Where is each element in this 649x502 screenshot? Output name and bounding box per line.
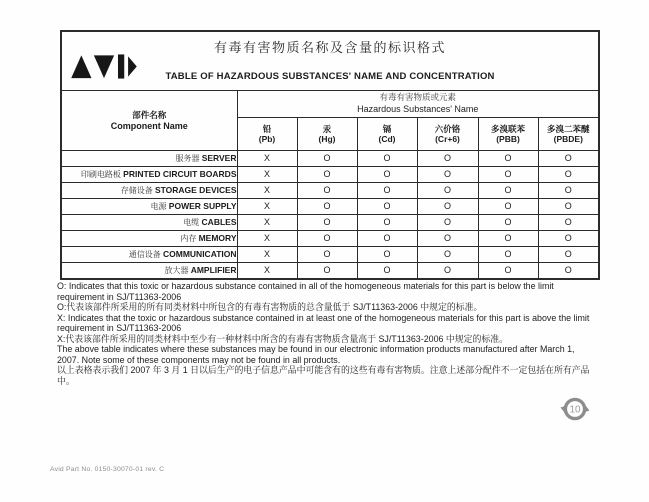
- substance-value: O: [357, 231, 417, 247]
- efup-10-icon: [560, 394, 590, 424]
- component-name-en: AMPLIFIER: [190, 265, 237, 275]
- substance-value: O: [357, 183, 417, 199]
- component-name-en: STORAGE DEVICES: [154, 185, 237, 195]
- efup-value: 10: [569, 404, 581, 416]
- substance-header: [478, 118, 538, 151]
- substance-value: O: [417, 199, 478, 215]
- note-line: X:代表该部件所采用的同类材料中至少有一种材料中所含的有毒有害物质含量高于 SJ/T11363-2006 中规定的标准。: [57, 333, 509, 344]
- component-name-zh: 服务器: [175, 154, 200, 163]
- substance-zh: 铅: [262, 123, 272, 134]
- substance-value: X: [237, 167, 297, 183]
- substance-value: O: [297, 151, 357, 167]
- component-name-zh: 通信设备: [128, 250, 161, 259]
- substance-value: O: [417, 231, 478, 247]
- substance-value: X: [237, 215, 297, 231]
- substance-header: [357, 118, 417, 151]
- substance-value: X: [237, 247, 297, 263]
- substance-value: O: [478, 263, 538, 280]
- substance-value: O: [538, 215, 599, 231]
- substance-value: O: [357, 215, 417, 231]
- component-name: [61, 199, 237, 215]
- title-cell: [61, 31, 599, 91]
- substance-value: O: [297, 231, 357, 247]
- note-line: The above table indicates where these substances may be found in our electronic information products manufactured after March 1, 2007. Note some of these components may not be found in all products.: [57, 344, 575, 365]
- substance-formula: (Cr+6): [435, 134, 460, 144]
- substance-value: X: [237, 183, 297, 199]
- substance-zh: 汞: [322, 123, 332, 134]
- hazardous-substances-table: [60, 30, 600, 280]
- substance-value: O: [297, 263, 357, 280]
- substance-value: O: [538, 263, 599, 280]
- component-name-zh: 放大器: [164, 266, 189, 275]
- substance-formula: (Pb): [258, 134, 276, 144]
- note-line: X: Indicates that the toxic or hazardous substance contained in at least one of the homogeneous materials for this part is above the limit requirement in SJ/T11363-2006: [57, 312, 590, 333]
- substance-value: O: [538, 231, 599, 247]
- substance-value: O: [538, 183, 599, 199]
- substance-value: O: [297, 215, 357, 231]
- substance-value: O: [357, 151, 417, 167]
- note-line: O: Indicates that this toxic or hazardous substance contained in all of the homogeneous materials for this part is below the limit requirement in SJ/T11363-2006: [57, 281, 554, 302]
- component-name-zh: 印刷电路板: [80, 170, 121, 179]
- component-name-header: [61, 91, 237, 151]
- substance-formula: (Cd): [378, 134, 396, 144]
- component-name-en: SERVER: [201, 153, 237, 163]
- substance-value: O: [478, 199, 538, 215]
- component-name-en: POWER SUPPLY: [168, 201, 237, 211]
- notes-block: [57, 281, 595, 386]
- substance-formula: (Hg): [318, 134, 336, 144]
- substance-header: [538, 118, 599, 151]
- component-name: [61, 167, 237, 183]
- substance-header: [237, 118, 297, 151]
- substances-group-header: [237, 91, 599, 118]
- substance-zh: 多溴二苯醚: [547, 123, 590, 134]
- table-row: [61, 215, 599, 231]
- title-band: [61, 31, 599, 91]
- substance-value: O: [297, 183, 357, 199]
- substance-value: X: [237, 151, 297, 167]
- component-name-en: COMMUNICATION: [163, 249, 237, 259]
- avid-logo-icon: [70, 53, 138, 80]
- note-line: O:代表该部件所采用的所有同类材料中所包含的有毒有害物质的总含量低于 SJ/T11363-2006 中规定的标准。: [57, 302, 483, 312]
- substance-formula: (PBDE): [553, 134, 583, 144]
- component-name: [61, 215, 237, 231]
- component-name: [61, 247, 237, 263]
- substance-value: O: [417, 183, 478, 199]
- substances-group-en: Hazardous Substances' Name: [357, 104, 479, 114]
- substances-group-zh: 有毒有害物质或元素: [379, 93, 457, 103]
- substance-value: O: [417, 151, 478, 167]
- substance-value: O: [478, 231, 538, 247]
- substance-value: O: [357, 247, 417, 263]
- substance-value: O: [478, 151, 538, 167]
- substance-formula: (PBB): [496, 134, 520, 144]
- note-line: 以上表格表示我们 2007 年 3 月 1 日以后生产的电子信息产品中可能含有的这些有毒有害物质。注意上述部分配件不一定包括在所有产品中。: [57, 365, 590, 386]
- component-name-en: MEMORY: [198, 233, 237, 243]
- part-number: Avid Part No. 0150-30070-01 rev. C: [50, 466, 165, 473]
- component-header-en: Component Name: [110, 120, 188, 131]
- substance-value: O: [297, 167, 357, 183]
- substance-header: [297, 118, 357, 151]
- substance-value: O: [538, 199, 599, 215]
- substance-header: [417, 118, 478, 151]
- substance-zh: 镉: [382, 123, 392, 134]
- substance-value: O: [417, 263, 478, 280]
- table-row: [61, 231, 599, 247]
- substance-zh: 六价铬: [434, 123, 461, 134]
- component-name: [61, 183, 237, 199]
- component-name-zh: 存储设备: [120, 186, 153, 195]
- substance-value: O: [538, 167, 599, 183]
- substance-value: O: [357, 263, 417, 280]
- substance-value: O: [478, 167, 538, 183]
- substance-value: O: [417, 215, 478, 231]
- substance-value: O: [538, 247, 599, 263]
- component-name-zh: 内存: [180, 234, 197, 243]
- component-name-en: CABLES: [201, 217, 237, 227]
- substance-value: O: [538, 151, 599, 167]
- component-name: [61, 231, 237, 247]
- substance-value: O: [297, 247, 357, 263]
- substance-zh: 多溴联苯: [490, 123, 525, 134]
- table-body: [61, 151, 599, 280]
- component-name-zh: 电源: [150, 202, 167, 211]
- substance-value: O: [357, 199, 417, 215]
- substance-value: O: [417, 247, 478, 263]
- substance-value: X: [237, 199, 297, 215]
- substance-value: O: [478, 247, 538, 263]
- group-header-row: [61, 91, 599, 118]
- component-name: [61, 151, 237, 167]
- substance-value: O: [478, 215, 538, 231]
- substance-value: X: [237, 263, 297, 280]
- table-row: [61, 167, 599, 183]
- component-header-zh: 部件名称: [132, 109, 167, 120]
- component-name-zh: 电缆: [183, 218, 200, 227]
- substance-value: X: [237, 231, 297, 247]
- table-row: [61, 247, 599, 263]
- substance-value: O: [357, 167, 417, 183]
- substance-value: O: [297, 199, 357, 215]
- page-title-en: TABLE OF HAZARDOUS SUBSTANCES' NAME AND CONCENTRATION: [165, 71, 495, 82]
- table-row: [61, 151, 599, 167]
- substance-value: O: [478, 183, 538, 199]
- page-title-zh: 有毒有害物质名称及含量的标识格式: [214, 41, 447, 56]
- table-row: [61, 199, 599, 215]
- component-name: [61, 263, 237, 280]
- table-row: [61, 183, 599, 199]
- table-row: [61, 263, 599, 280]
- substance-value: O: [417, 167, 478, 183]
- component-name-en: PRINTED CIRCUIT BOARDS: [123, 169, 237, 179]
